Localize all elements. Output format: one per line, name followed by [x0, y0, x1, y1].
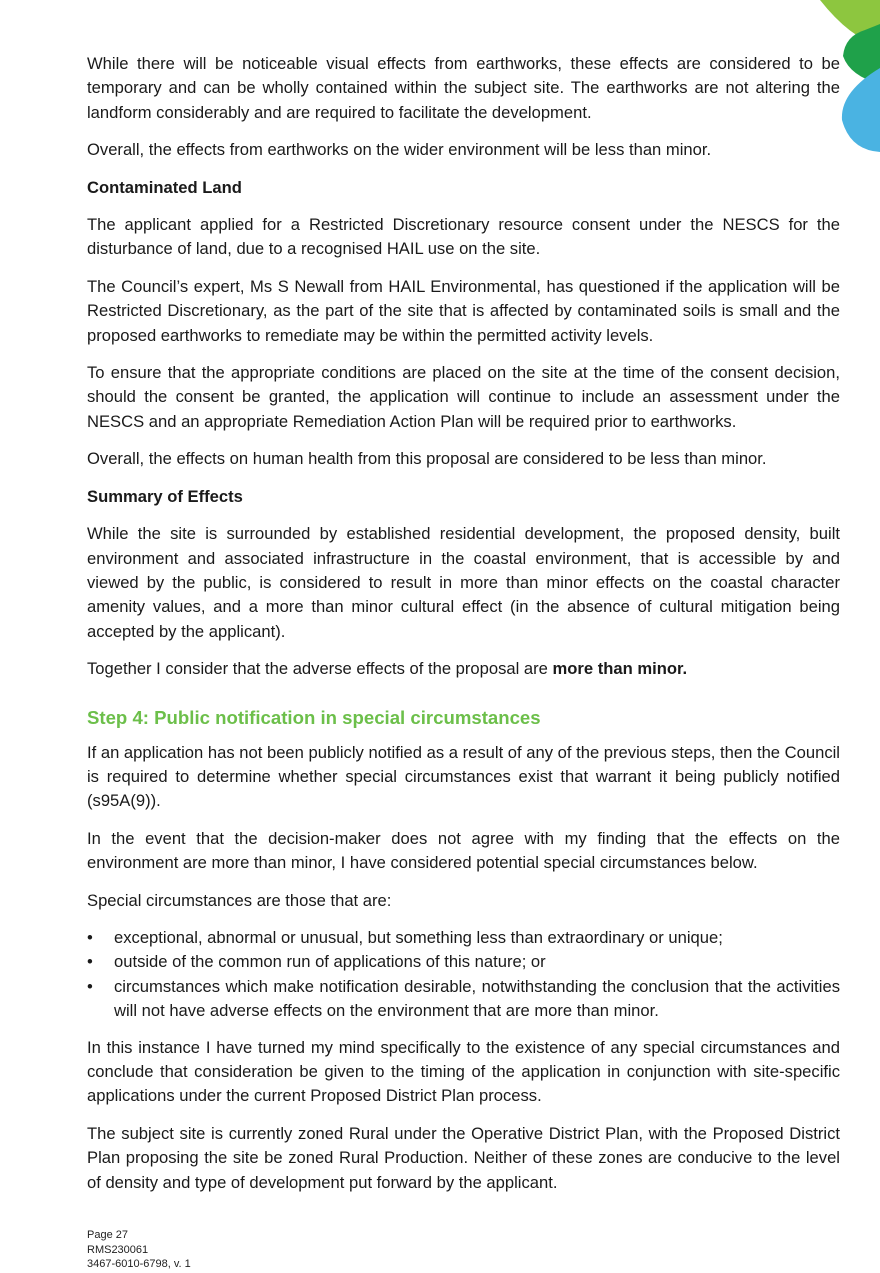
document-body [87, 52, 840, 1208]
list-item [87, 926, 840, 950]
paragraph-human-health: Overall, the effects on human health from this proposal are considered to be less than minor. [87, 449, 767, 469]
bullet-icon: • [87, 952, 93, 972]
conclusion-bold: more than minor. [552, 659, 688, 679]
paragraph-special-circumstances: Special circumstances are those that are: [87, 890, 392, 910]
footer-reference: RMS230061 [87, 1243, 149, 1256]
list-item-text: outside of the common run of applications of this nature; or [114, 952, 546, 972]
bullet-icon: • [87, 976, 93, 996]
heading-contaminated-land: Contaminated Land [87, 177, 242, 197]
special-circumstances-list [87, 926, 840, 1024]
paragraph-nescs-consent: The applicant applied for a Restricted Discretionary resource consent under the NESCS for the disturbance of land, due to a recognised HAIL use on the site. [87, 215, 840, 259]
paragraph-step4-intro: If an application has not been publicly notified as a result of any of the previous steps, then the Council is required to determine whether special circumstances exist that warrant it being publicly notified (s95A(9)). [87, 742, 840, 811]
heading-step-4: Step 4: Public notification in special circumstances [87, 706, 541, 728]
paragraph-this-instance: In this instance I have turned my mind specifically to the existence of any special circumstances and conclude that consideration be given to the timing of the application in conjunction with site-specific applications under the current Proposed District Plan process. [87, 1037, 840, 1106]
footer-page-number: Page 27 [87, 1229, 128, 1241]
list-item [87, 950, 840, 974]
list-item [87, 975, 840, 1024]
paragraph-decision-maker: In the event that the decision-maker does not agree with my finding that the effects on the environment are more than minor, I have considered potential special circumstances below. [87, 828, 840, 873]
list-item-text: circumstances which make notification desirable, notwithstanding the conclusion that the activities will not have adverse effects on the environment that are more than minor. [114, 976, 840, 1021]
heading-summary-of-effects: Summary of Effects [87, 486, 243, 506]
paragraph-zoning: The subject site is currently zoned Rural under the Operative District Plan, with the Proposed District Plan proposing the site be zoned Rural Production. Neither of these zones are conducive to the level of density and type of development put forward by the applicant. [87, 1123, 840, 1192]
list-item-text: exceptional, abnormal or unusual, but something less than extraordinary or unique; [114, 927, 723, 947]
conclusion-text: Together I consider that the adverse effects of the proposal are [87, 659, 553, 679]
paragraph-council-expert: The Council’s expert, Ms S Newall from HAIL Environmental, has questioned if the application will be Restricted Discretionary, as the part of the site that is affected by contaminated soils is small and the proposed earthworks to remediate may be within the permitted activity levels. [87, 276, 840, 345]
page-footer [87, 1228, 191, 1272]
paragraph-summary: While the site is surrounded by established residential development, the proposed density, built environment and associated infrastructure in the coastal environment, that is accessible by and viewed by the public, is considered to result in more than minor effects on the coastal character amenity values, and a more than minor cultural effect (in the absence of cultural mitigation being accepted by the applicant). [87, 524, 840, 641]
bullet-icon: • [87, 927, 93, 947]
paragraph-conclusion [87, 657, 840, 681]
paragraph-earthworks-overall: Overall, the effects from earthworks on the wider environment will be less than minor. [87, 140, 712, 160]
footer-document-id: 3467-6010-6798, v. 1 [87, 1258, 191, 1270]
paragraph-conditions: To ensure that the appropriate conditions are placed on the site at the time of the consent decision, should the consent be granted, the application will continue to include an assessment under the NESCS and an appropriate Remediation Action Plan will be required prior to earthworks. [87, 363, 840, 431]
paragraph-earthworks-visual: While there will be noticeable visual effects from earthworks, these effects are considered to be temporary and can be wholly contained within the subject site. The earthworks are not altering the landform considerably and are required to facilitate the development. [87, 54, 840, 122]
